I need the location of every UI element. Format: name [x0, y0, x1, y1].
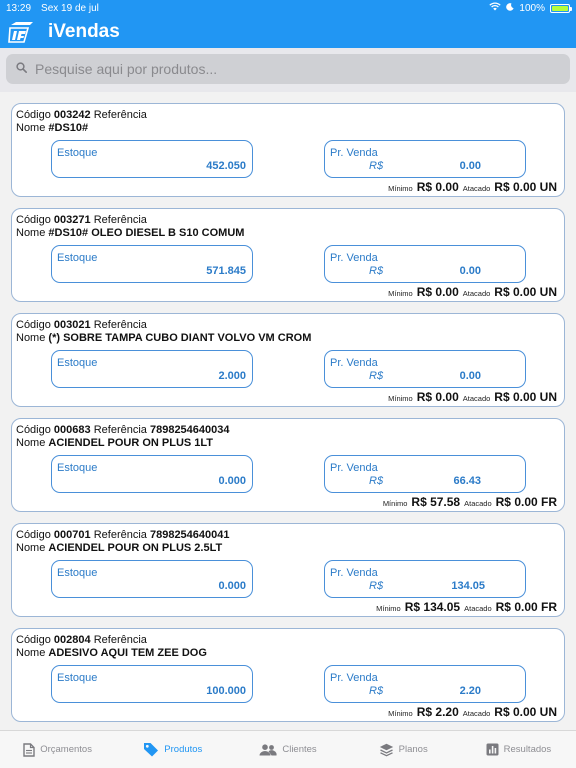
currency-label: R$: [369, 475, 384, 487]
price-summary: [388, 180, 557, 194]
product-card[interactable]: [11, 208, 565, 302]
tag-icon: [143, 742, 159, 757]
pr-venda-label: Pr. Venda: [330, 147, 378, 159]
minimo-label: Mínimo: [388, 184, 413, 193]
price-value: 2.20: [459, 685, 481, 697]
nome-label: Nome: [16, 542, 46, 554]
product-name-line: [16, 122, 88, 134]
price-value: 134.05: [451, 580, 485, 592]
estoque-label: Estoque: [57, 252, 98, 264]
nome-label: Nome: [16, 647, 46, 659]
product-code-line: [16, 319, 147, 331]
document-icon: [23, 743, 35, 757]
atacado-label: Atacado: [462, 394, 491, 403]
product-code: 003271: [53, 214, 91, 226]
moon-icon: [506, 3, 514, 14]
product-code: 000701: [53, 529, 91, 541]
estoque-value: 100.000: [206, 685, 246, 697]
tab-label: Planos: [398, 744, 428, 755]
minimo-label: Mínimo: [382, 499, 408, 508]
product-code-line: [16, 109, 147, 121]
preco-field: [324, 245, 526, 283]
tab-produtos[interactable]: [115, 731, 230, 768]
minimo-label: Mínimo: [388, 394, 413, 403]
atacado-value: R$ 0.00 UN: [494, 285, 557, 299]
estoque-field: [51, 560, 253, 598]
codigo-label: Código: [16, 634, 51, 646]
users-icon: [259, 744, 277, 756]
currency-label: R$: [369, 160, 384, 172]
product-name: ACIENDEL POUR ON PLUS 2.5LT: [48, 542, 223, 554]
tab-resultados[interactable]: [461, 731, 576, 768]
search-icon: [16, 60, 27, 78]
product-name-line: [16, 437, 213, 449]
ivendas-logo-icon: [8, 21, 36, 43]
estoque-label: Estoque: [57, 462, 98, 474]
product-code: 002804: [53, 634, 91, 646]
minimo-value: R$ 0.00: [416, 390, 459, 404]
product-name: ACIENDEL POUR ON PLUS 1LT: [48, 437, 214, 449]
minimo-value: R$ 0.00: [416, 180, 459, 194]
codigo-label: Código: [16, 424, 51, 436]
minimo-label: Mínimo: [376, 604, 401, 613]
layers-icon: [379, 743, 394, 757]
referencia-label: Referência: [93, 214, 147, 226]
product-code-line: [16, 214, 147, 226]
referencia-label: Referência: [93, 634, 147, 646]
tab-label: Resultados: [503, 744, 552, 755]
preco-field: [324, 665, 526, 703]
estoque-field: [51, 245, 253, 283]
estoque-field: [51, 455, 253, 493]
estoque-field: [51, 665, 253, 703]
estoque-label: Estoque: [57, 357, 98, 369]
referencia-label: Referência: [93, 529, 147, 541]
product-card[interactable]: [11, 523, 565, 617]
product-name-line: [16, 332, 311, 344]
product-name-line: [16, 542, 222, 554]
minimo-value: R$ 0.00: [416, 285, 459, 299]
preco-field: [324, 455, 526, 493]
price-summary: [388, 390, 557, 404]
estoque-value: 452.050: [206, 160, 246, 172]
tab-bar: [0, 730, 576, 768]
estoque-field: [51, 140, 253, 178]
nome-label: Nome: [16, 227, 46, 239]
tab-label: Clientes: [282, 744, 317, 755]
price-summary: [383, 495, 557, 509]
referencia-label: Referência: [93, 109, 147, 121]
price-value: 66.43: [453, 475, 481, 487]
atacado-label: Atacado: [462, 709, 491, 718]
status-bar: [0, 0, 576, 16]
estoque-label: Estoque: [57, 147, 98, 159]
product-code: 003021: [53, 319, 91, 331]
battery-icon: [550, 4, 570, 13]
app-title: iVendas: [48, 21, 120, 42]
estoque-value: 2.000: [218, 370, 246, 382]
estoque-label: Estoque: [57, 567, 98, 579]
nome-label: Nome: [16, 332, 46, 344]
product-card[interactable]: [11, 103, 565, 197]
product-name: #DS10# OLEO DIESEL B S10 COMUM: [48, 227, 245, 239]
preco-field: [324, 560, 526, 598]
estoque-field: [51, 350, 253, 388]
atacado-value: R$ 0.00 UN: [494, 180, 557, 194]
tab-planos[interactable]: [346, 731, 461, 768]
product-code: 000683: [53, 424, 91, 436]
atacado-value: R$ 0.00 UN: [494, 390, 557, 404]
estoque-value: 571.845: [206, 265, 246, 277]
product-reference: 7898254640041: [149, 529, 230, 541]
price-summary: [376, 600, 557, 614]
minimo-label: Mínimo: [388, 709, 413, 718]
product-card[interactable]: [11, 628, 565, 722]
product-code-line: [16, 634, 147, 646]
nome-label: Nome: [16, 437, 46, 449]
price-value: 0.00: [459, 265, 481, 277]
atacado-label: Atacado: [464, 604, 492, 613]
codigo-label: Código: [16, 109, 51, 121]
atacado-value: R$ 0.00 FR: [495, 495, 557, 509]
price-summary: [388, 705, 557, 719]
estoque-value: 0.000: [218, 475, 246, 487]
status-date: Sex 19 de jul: [41, 2, 99, 14]
estoque-value: 0.000: [218, 580, 246, 592]
referencia-label: Referência: [93, 424, 147, 436]
product-name-line: [16, 227, 244, 239]
currency-label: R$: [369, 265, 384, 277]
product-name: ADESIVO AQUI TEM ZEE DOG: [48, 647, 207, 659]
wifi-icon: [489, 2, 501, 14]
estoque-label: Estoque: [57, 672, 98, 684]
atacado-value: R$ 0.00 FR: [495, 600, 557, 614]
atacado-label: Atacado: [462, 289, 491, 298]
search-input[interactable]: [35, 61, 534, 77]
preco-field: [324, 140, 526, 178]
tab-label: Orçamentos: [40, 744, 92, 755]
app-header: [0, 16, 576, 48]
minimo-value: R$ 2.20: [416, 705, 459, 719]
product-code-line: [16, 529, 230, 541]
codigo-label: Código: [16, 319, 51, 331]
minimo-value: R$ 57.58: [411, 495, 461, 509]
search-box[interactable]: [6, 54, 570, 84]
product-list[interactable]: [11, 103, 565, 733]
atacado-label: Atacado: [464, 499, 492, 508]
referencia-label: Referência: [93, 319, 147, 331]
tab-clientes[interactable]: [230, 731, 345, 768]
product-card[interactable]: [11, 313, 565, 407]
chart-icon: [486, 743, 499, 756]
price-value: 0.00: [459, 370, 481, 382]
product-card[interactable]: [11, 418, 565, 512]
tab-label: Produtos: [164, 744, 203, 755]
battery-fill: [552, 6, 568, 11]
codigo-label: Código: [16, 214, 51, 226]
pr-venda-label: Pr. Venda: [330, 462, 378, 474]
minimo-label: Mínimo: [388, 289, 413, 298]
tab-orcamentos[interactable]: [0, 731, 115, 768]
price-summary: [388, 285, 557, 299]
nome-label: Nome: [16, 122, 46, 134]
product-name-line: [16, 647, 207, 659]
atacado-label: Atacado: [462, 184, 491, 193]
status-time: 13:29: [6, 2, 32, 14]
product-name: #DS10#: [48, 122, 89, 134]
pr-venda-label: Pr. Venda: [330, 252, 378, 264]
product-code: 003242: [53, 109, 91, 121]
atacado-value: R$ 0.00 UN: [494, 705, 557, 719]
battery-percent: 100%: [519, 2, 545, 14]
codigo-label: Código: [16, 529, 51, 541]
product-code-line: [16, 424, 230, 436]
preco-field: [324, 350, 526, 388]
pr-venda-label: Pr. Venda: [330, 357, 378, 369]
product-reference: 7898254640034: [149, 424, 230, 436]
pr-venda-label: Pr. Venda: [330, 672, 378, 684]
pr-venda-label: Pr. Venda: [330, 567, 378, 579]
price-value: 0.00: [459, 160, 481, 172]
product-name: (*) SOBRE TAMPA CUBO DIANT VOLVO VM CROM: [48, 332, 312, 344]
currency-label: R$: [369, 685, 384, 697]
minimo-value: R$ 134.05: [404, 600, 461, 614]
currency-label: R$: [369, 580, 384, 592]
search-area: [0, 48, 576, 92]
currency-label: R$: [369, 370, 384, 382]
